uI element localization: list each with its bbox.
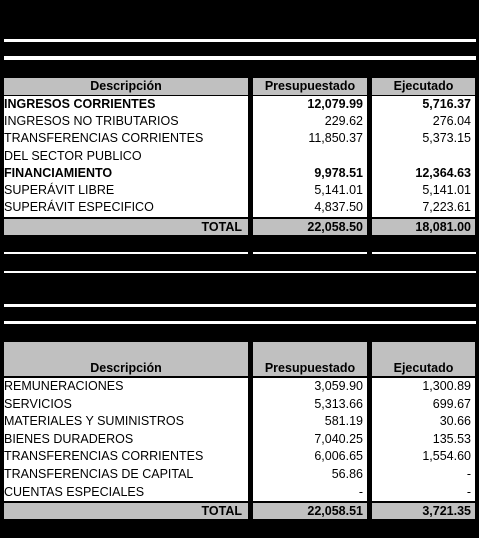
row-executed: 5,141.01 [422, 183, 471, 197]
row-description: REMUNERACIONES [4, 379, 124, 393]
total-row [4, 503, 248, 519]
row-budget: 7,040.25 [314, 431, 363, 446]
separator-line [4, 321, 476, 324]
column-header-budget: Presupuestado [253, 78, 367, 95]
row-budget: - [358, 484, 363, 499]
row-description: SUPERÁVIT ESPECIFICO [4, 200, 154, 215]
row-budget: 4,837.50 [314, 200, 363, 215]
row-budget: 6,006.65 [314, 449, 363, 464]
row-executed: 699.67 [432, 396, 471, 411]
total-label: TOTAL [201, 504, 242, 518]
row-description: TRANSFERENCIAS CORRIENTES [4, 449, 204, 464]
row-description: BIENES DURADEROS [4, 431, 134, 446]
row-executed: 5,716.37 [422, 97, 471, 111]
row-executed: 276.04 [432, 114, 471, 129]
separator-line [4, 56, 476, 60]
row-budget: 5,313.66 [314, 396, 363, 411]
column-header-description: Descripción [4, 342, 248, 376]
row-budget: 3,059.90 [314, 379, 363, 393]
row-executed: 7,223.61 [422, 200, 471, 215]
total-row [4, 219, 248, 235]
separator-line [4, 271, 476, 273]
separator-line [253, 252, 367, 254]
row-executed: 135.53 [432, 431, 471, 446]
row-description: TRANSFERENCIAS CORRIENTES [4, 131, 204, 146]
row-description: FINANCIAMIENTO [4, 165, 113, 180]
row-description: MATERIALES Y SUMINISTROS [4, 414, 184, 429]
row-budget: 229.62 [324, 114, 363, 129]
total-budget: 22,058.51 [253, 503, 367, 519]
row-budget: 56.86 [331, 467, 363, 481]
column-header-budget: Presupuestado [253, 342, 367, 376]
row-executed: 12,364.63 [415, 165, 471, 180]
total-executed: 18,081.00 [372, 219, 475, 235]
row-description: SUPERÁVIT LIBRE [4, 183, 115, 197]
row-executed: 1,554.60 [422, 449, 471, 464]
column-header-description: Descripción [4, 78, 248, 95]
row-budget: 12,079.99 [307, 97, 363, 111]
row-budget: 5,141.01 [314, 183, 363, 197]
total-label: TOTAL [201, 220, 242, 234]
row-budget: 11,850.37 [308, 131, 363, 146]
row-description: INGRESOS NO TRIBUTARIOS [4, 114, 179, 129]
total-budget: 22,058.50 [253, 219, 367, 235]
separator-line [4, 304, 476, 307]
column-header-executed: Ejecutado [372, 342, 475, 376]
row-description: DEL SECTOR PUBLICO [4, 148, 142, 163]
separator-line [4, 39, 476, 42]
row-description: TRANSFERENCIAS DE CAPITAL [4, 467, 194, 481]
row-description: SERVICIOS [4, 396, 72, 411]
row-budget: 581.19 [324, 414, 363, 429]
row-executed: - [466, 484, 471, 499]
total-executed: 3,721.35 [372, 503, 475, 519]
row-executed: 5,373.15 [422, 131, 471, 146]
row-description: CUENTAS ESPECIALES [4, 484, 145, 499]
separator-line [372, 252, 476, 254]
column-header-executed: Ejecutado [372, 78, 475, 95]
row-budget: 9,978.51 [314, 165, 363, 180]
row-description: INGRESOS CORRIENTES [4, 97, 156, 111]
row-executed: 1,300.89 [422, 379, 471, 393]
row-executed: - [466, 467, 471, 481]
separator-line [4, 252, 248, 254]
row-executed: 30.66 [439, 414, 471, 429]
